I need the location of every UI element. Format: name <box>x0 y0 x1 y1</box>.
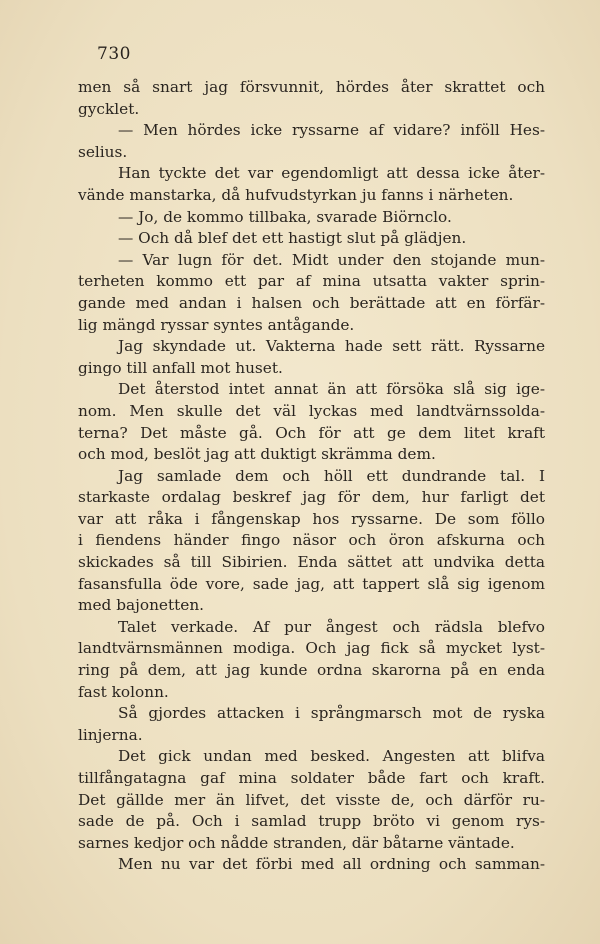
text-line: vände manstarka, då hufvudstyrkan ju fanns i närheten. <box>78 185 514 204</box>
body-text <box>78 77 545 876</box>
text-line: linjerna. <box>78 725 143 744</box>
text-line: terna? Det måste gå. Och för att ge dem litet kraft <box>78 423 545 442</box>
text-line: skickades så till Sibirien. Enda sättet att undvika detta <box>78 553 545 572</box>
text-line: Det återstod intet annat än att försöka slå sig ige- <box>118 380 545 399</box>
text-line: men så snart jag försvunnit, hördes åter skrattet och <box>78 78 545 96</box>
text-line: Han tyckte det var egendomligt att dessa icke åter- <box>118 164 545 183</box>
text-line: — Jo, de kommo tillbaka, svarade Biörnclo. <box>118 207 452 226</box>
text-line: starkaste ordalag beskref jag för dem, hur farligt det <box>78 488 545 507</box>
text-line: med bajonetten. <box>78 596 205 615</box>
text-line: terheten kommo ett par af mina utsatta vakter sprin- <box>78 272 545 291</box>
text-line: Det gick undan med besked. Angesten att blifva <box>118 747 545 766</box>
text-line: Det gällde mer än lifvet, det visste de, och därför ru- <box>78 790 545 809</box>
text-line: lig mängd ryssar syntes antågande. <box>78 315 355 334</box>
text-line: nom. Men skulle det väl lyckas med landtvärnssolda- <box>78 401 545 420</box>
text-line: och mod, beslöt jag att duktigt skrämma dem. <box>78 445 436 464</box>
text-line: Men nu var det förbi med all ordning och samman- <box>118 855 545 874</box>
text-line: fast kolonn. <box>78 682 169 701</box>
page-number: 730 <box>97 44 131 64</box>
text-line: sarnes kedjor och nådde stranden, där båtarne väntade. <box>78 833 515 852</box>
text-line: Så gjordes attacken i språngmarsch mot de ryska <box>118 704 545 723</box>
text-line: — Men hördes icke ryssarne af vidare? inföll Hes- <box>118 121 545 140</box>
text-line: landtvärnsmännen modiga. Och jag fick så mycket lyst- <box>78 639 545 658</box>
text-line: fasansfulla öde vore, sade jag, att tappert slå sig igenom <box>78 574 545 593</box>
text-line: i fiendens händer fingo näsor och öron afskurna och <box>78 531 545 550</box>
text-line: — Var lugn för det. Midt under den stojande mun- <box>118 250 545 269</box>
text-line: Talet verkade. Af pur ångest och rädsla blefvo <box>118 617 545 636</box>
text-line: — Och då blef det ett hastigt slut på glädjen. <box>118 229 467 248</box>
text-line: Jag skyndade ut. Vakterna hade sett rätt. Ryssarne <box>118 337 545 356</box>
text-line: tillfångatagna gaf mina soldater både fart och kraft. <box>78 769 545 787</box>
text-line: gingo till anfall mot huset. <box>78 358 283 377</box>
text-line: sade de på. Och i samlad trupp bröto vi genom rys- <box>78 812 545 831</box>
text-line: Jag samlade dem och höll ett dundrande tal. I <box>118 466 545 485</box>
text-line: var att råka i fångenskap hos ryssarne. De som föllo <box>78 509 545 528</box>
text-line: gycklet. <box>78 99 140 118</box>
text-line: ring på dem, att jag kunde ordna skarorna på en enda <box>78 661 545 680</box>
text-line: selius. <box>78 142 128 161</box>
text-line: gande med andan i halsen och berättade att en förfär- <box>78 293 545 312</box>
